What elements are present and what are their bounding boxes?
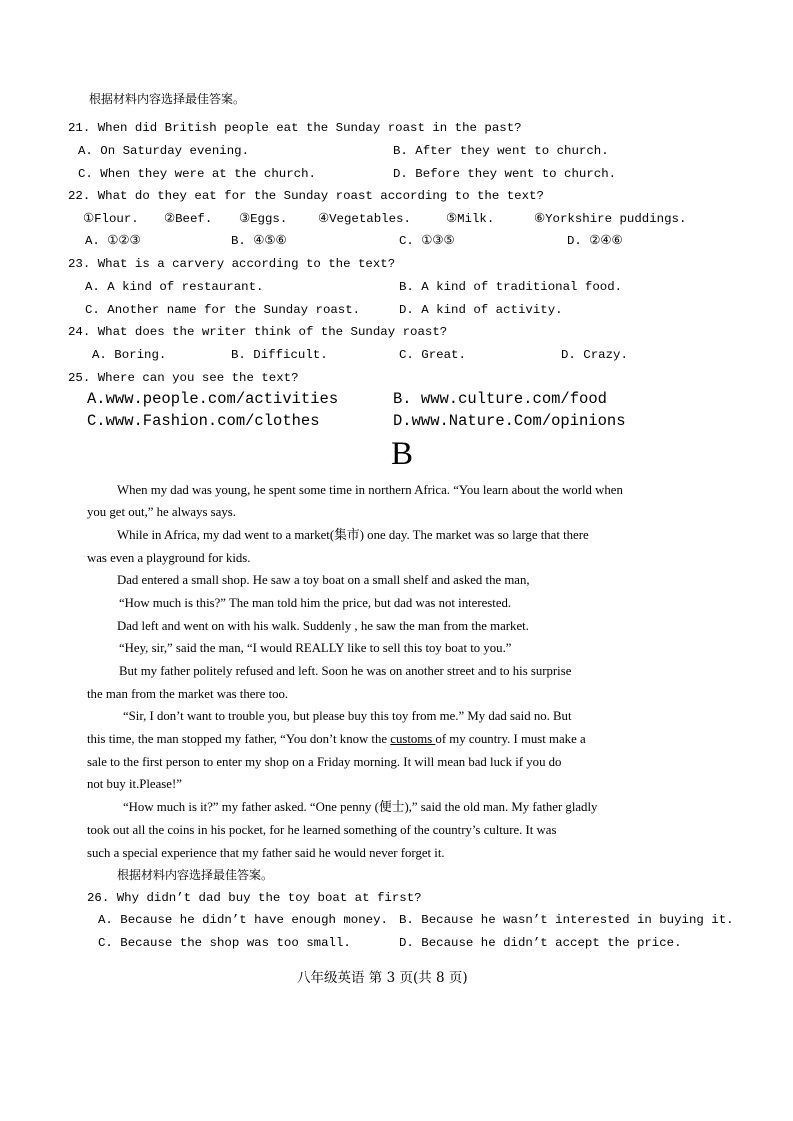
passage-line-15: “How much is it?” my father asked. “One penny (便士),” said the old man. My father gladly [123,800,598,814]
instruction-mid: 根据材料内容选择最佳答案。 [117,868,274,882]
passage-line-16: took out all the coins in his pocket, for he learned something of the country’s culture. It was [87,823,557,837]
q25-option-d[interactable]: D.www.Nature.Com/opinions [393,412,626,430]
passage-line-12 [87,731,586,747]
q22-item-5: ⑤Milk. [446,212,495,226]
passage-line-3: While in Africa, my dad went to a market(集市) one day. The market was so large that there [117,528,589,542]
instruction-top: 根据材料内容选择最佳答案。 [89,92,246,106]
customs-underlined-word: customs [390,732,436,746]
q26-stem: 26. Why didn’t dad buy the toy boat at first? [87,891,422,905]
passage-line-10: the man from the market was there too. [87,687,289,701]
q21-stem: 21. When did British people eat the Sunday roast in the past? [68,121,522,135]
q24-option-c[interactable]: C. Great. [399,348,466,362]
passage-line-1: When my dad was young, he spent some time in northern Africa. “You learn about the world when [117,483,623,497]
q22-option-d[interactable]: D. ②④⑥ [567,234,623,248]
q24-option-a[interactable]: A. Boring. [92,348,167,362]
q22-option-c[interactable]: C. ①③⑤ [399,234,455,248]
q26-option-b[interactable]: B. Because he wasn’t interested in buying it. [399,913,734,927]
q23-option-c[interactable]: C. Another name for the Sunday roast. [85,303,361,317]
page-footer: 八年级英语 第 3 页(共 8 页) [297,970,468,986]
passage-line-14: not buy it.Please!” [87,777,182,791]
q25-stem: 25. Where can you see the text? [68,371,299,385]
q26-option-a[interactable]: A. Because he didn’t have enough money. [98,913,388,927]
q26-option-c[interactable]: C. Because the shop was too small. [98,936,351,950]
q22-option-b[interactable]: B. ④⑤⑥ [231,234,287,248]
passage-line-13: sale to the first person to enter my shop on a Friday morning. It will mean bad luck if you do [87,755,562,769]
passage-line-7: Dad left and went on with his walk. Suddenly , he saw the man from the market. [117,619,529,633]
q25-option-b[interactable]: B. www.culture.com/food [393,390,607,408]
q22-item-1: ①Flour. [83,212,139,226]
passage-line-5: Dad entered a small shop. He saw a toy boat on a small shelf and asked the man, [117,573,530,587]
q25-option-c[interactable]: C.www.Fashion.com/clothes [87,412,320,430]
q21-option-b[interactable]: B. After they went to church. [393,144,609,158]
q24-stem: 24. What does the writer think of the Sunday roast? [68,325,448,339]
passage-line-2: you get out,” he always says. [87,505,236,519]
passage-line-4: was even a playground for kids. [87,551,251,565]
q21-option-a[interactable]: A. On Saturday evening. [78,144,250,158]
passage-line-8: “Hey, sir,” said the man, “I would REALLY like to sell this toy boat to you.” [119,641,512,655]
passage-line-17: such a special experience that my father said he would never forget it. [87,846,445,860]
q25-option-a[interactable]: A.www.people.com/activities [87,390,339,408]
passage-line-12-part-2: of my country. I must make a [435,732,586,746]
passage-line-6: “How much is this?” The man told him the price, but dad was not interested. [119,596,512,610]
q22-item-2: ②Beef. [164,212,213,226]
q23-option-d[interactable]: D. A kind of activity. [399,303,563,317]
q23-option-b[interactable]: B. A kind of traditional food. [399,280,623,294]
q22-option-a[interactable]: A. ①②③ [85,234,141,248]
q22-stem: 22. What do they eat for the Sunday roast according to the text? [68,189,544,203]
q21-option-c[interactable]: C. When they were at the church. [78,167,316,181]
passage-line-12-part-1: this time, the man stopped my father, “You don’t know the [87,732,391,746]
passage-line-9: But my father politely refused and left. Soon he was on another street and to his surprise [119,664,572,678]
q22-item-3: ③Eggs. [239,212,288,226]
q21-option-d[interactable]: D. Before they went to church. [393,167,617,181]
q23-option-a[interactable]: A. A kind of restaurant. [85,280,264,294]
q23-stem: 23. What is a carvery according to the text? [68,257,396,271]
q24-option-b[interactable]: B. Difficult. [231,348,328,362]
q22-item-4: ④Vegetables. [318,212,411,226]
section-b-title: B [391,436,414,472]
q24-option-d[interactable]: D. Crazy. [561,348,628,362]
q22-item-6: ⑥Yorkshire puddings. [534,212,687,226]
q26-option-d[interactable]: D. Because he didn’t accept the price. [399,936,682,950]
passage-line-11: “Sir, I don’t want to trouble you, but please buy this toy from me.” My dad said no. But [123,709,572,723]
